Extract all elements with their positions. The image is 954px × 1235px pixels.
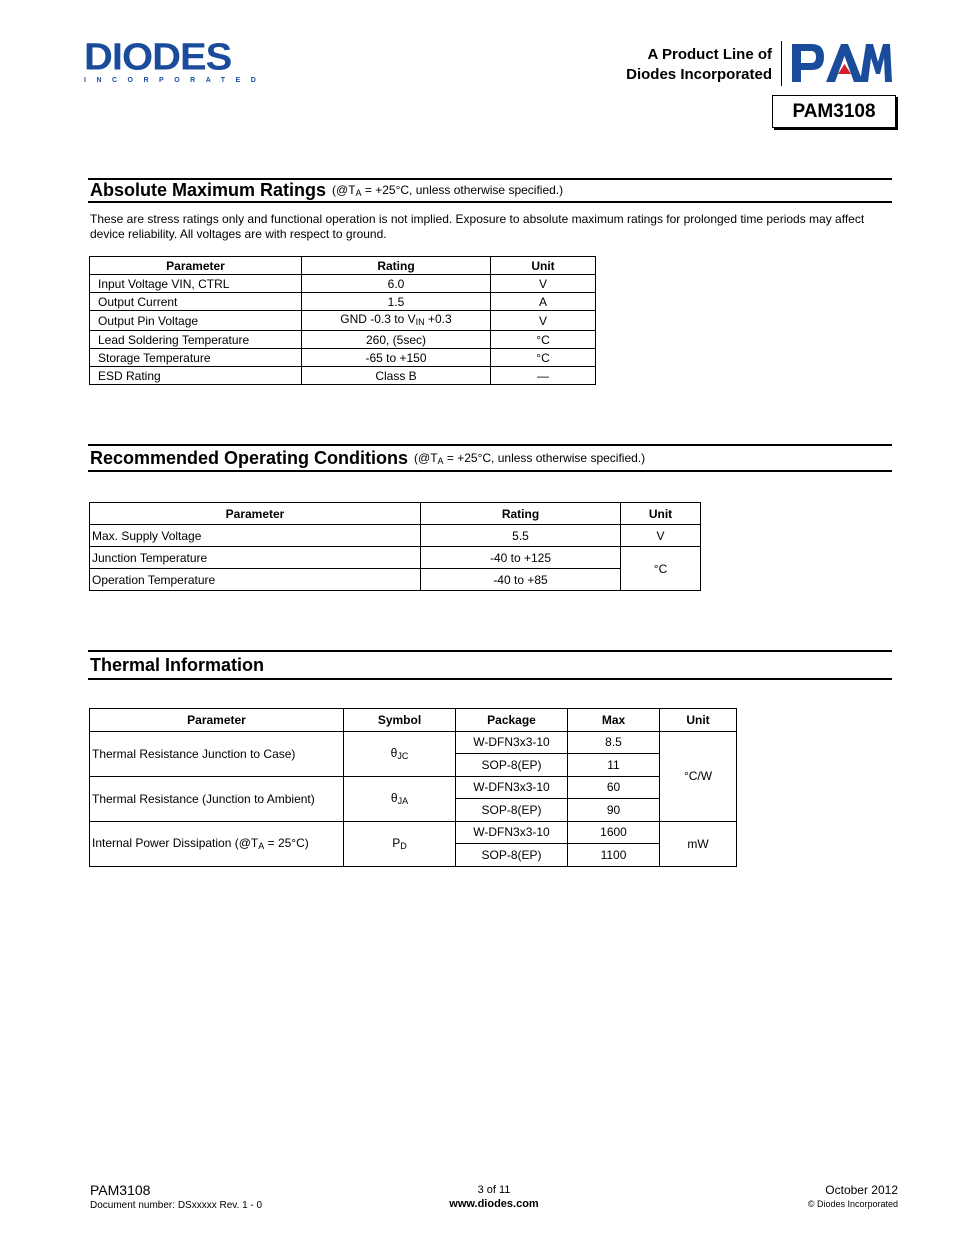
table-header-row: [90, 709, 737, 732]
section-absolute-maximum-ratings: [88, 178, 892, 203]
pam-logo: [790, 40, 892, 84]
header-parameter: Parameter: [90, 257, 302, 275]
section-title: Absolute Maximum Ratings: [90, 180, 327, 200]
stress-ratings-paragraph: These are stress ratings only and functional operation is not implied. Exposure to absolute maximum ratings for prolonged time periods may affect device reliability. All voltages are with respect to ground.: [90, 212, 865, 241]
table-header-row: [90, 503, 701, 525]
max-cell: 1600: [568, 821, 660, 844]
max-cell: 1100: [568, 844, 660, 867]
rating-cell: 260, (5sec): [302, 331, 491, 349]
table-row: [90, 776, 737, 799]
header-parameter: Parameter: [90, 709, 344, 732]
table-row: [90, 547, 701, 569]
rating-cell: 5.5: [421, 525, 621, 547]
header-unit: Unit: [621, 503, 701, 525]
table-header-row: [90, 257, 596, 275]
param-cell: Operation Temperature: [90, 569, 421, 591]
table-row: [90, 349, 596, 367]
param-cell: Storage Temperature: [90, 349, 302, 367]
unit-cell: °C/W: [660, 731, 737, 821]
table-row: [90, 569, 701, 591]
product-line-2: Diodes Incorporated: [626, 66, 772, 83]
pam-logo-text: PAM: [790, 40, 793, 41]
absolute-maximum-ratings-table: [89, 256, 596, 385]
max-cell: 90: [568, 799, 660, 822]
section-recommended-operating-conditions: [88, 444, 892, 472]
unit-cell: °C: [491, 349, 596, 367]
footer-left: [90, 1182, 262, 1211]
recommended-operating-conditions-table: [89, 502, 701, 591]
symbol-cell: $\theta_{JA}$: [344, 776, 456, 821]
rating-cell: 1.5: [302, 293, 491, 311]
section-condition: ($@T_A = +25^\circ C$, unless otherwise specified.): [414, 450, 646, 466]
param-cell: Input Voltage VIN, CTRL: [90, 275, 302, 293]
footer-part-number: PAM3108: [90, 1182, 151, 1198]
header-unit: Unit: [491, 257, 596, 275]
table-row: [90, 731, 737, 754]
header-unit: Unit: [660, 709, 737, 732]
param-cell: Lead Soldering Temperature: [90, 331, 302, 349]
section-title: Recommended Operating Conditions: [90, 447, 409, 468]
table-row: [90, 821, 737, 844]
product-line-1: A Product Line of: [647, 46, 772, 63]
param-cell: Output Pin Voltage: [90, 311, 302, 331]
param-cell: ESD Rating: [90, 367, 302, 385]
diodes-logo-subtext: INCORPORATED: [84, 77, 267, 84]
unit-cell: A: [491, 293, 596, 311]
param-cell: Max. Supply Voltage: [90, 525, 421, 547]
header-parameter: Parameter: [90, 503, 421, 525]
rating-cell: -65 to +150: [302, 349, 491, 367]
unit-cell: °C: [491, 331, 596, 349]
unit-cell: —: [491, 367, 596, 385]
max-cell: 8.5: [568, 731, 660, 754]
param-cell: Thermal Resistance (Junction to Ambient): [90, 776, 344, 821]
table-row: [90, 275, 596, 293]
footer-page-number: 3 of 11: [477, 1184, 511, 1196]
section-condition: ($@T_A = +25^\circ C$, unless otherwise specified.): [332, 183, 564, 198]
table-row: [90, 525, 701, 547]
max-cell: 11: [568, 754, 660, 777]
section-title: Thermal Information: [90, 654, 265, 675]
rating-cell: Class B: [302, 367, 491, 385]
table-row: [90, 331, 596, 349]
table-row: [90, 367, 596, 385]
table-row: [90, 293, 596, 311]
footer-document-number: Document number: DSxxxxx Rev. 1 - 0: [90, 1200, 263, 1211]
symbol-cell: $\theta_{JC}$: [344, 731, 456, 776]
param-cell: Thermal Resistance Junction to Case): [90, 731, 344, 776]
param-cell: Output Current: [90, 293, 302, 311]
unit-cell: V: [491, 311, 596, 331]
section-thermal-information: [88, 650, 892, 680]
unit-cell: °C: [621, 547, 701, 591]
package-cell: SOP-8(EP): [456, 754, 568, 777]
footer-url-link[interactable]: www.diodes.com: [449, 1198, 539, 1210]
footer-right: [808, 1183, 898, 1209]
package-cell: W-DFN3x3-10: [456, 776, 568, 799]
package-cell: SOP-8(EP): [456, 799, 568, 822]
package-cell: W-DFN3x3-10: [456, 821, 568, 844]
diodes-logo: [84, 36, 267, 84]
max-cell: 60: [568, 776, 660, 799]
footer-copyright: © Diodes Incorporated: [807, 1199, 898, 1209]
diodes-logo-text: DIODES: [84, 36, 232, 78]
param-cell: Junction Temperature: [90, 547, 421, 569]
symbol-cell: $P_D$: [344, 821, 456, 866]
table-row: [90, 311, 596, 331]
unit-cell: mW: [660, 821, 737, 866]
footer-date: October 2012: [825, 1183, 898, 1197]
rating-cell: -40 to +85: [421, 569, 621, 591]
footer-center: [394, 1183, 594, 1211]
rating-cell: -40 to +125: [421, 547, 621, 569]
unit-cell: V: [621, 525, 701, 547]
thermal-information-table: [89, 708, 737, 867]
header-separator: [781, 41, 782, 86]
header-rating: Rating: [302, 257, 491, 275]
rating-cell: GND -0.3 to $V_{IN} +0.3$: [302, 311, 491, 331]
param-cell: Internal Power Dissipation $(@T_A = 25^\circ C)$: [90, 821, 344, 866]
header-symbol: Symbol: [344, 709, 456, 732]
header-max: Max: [568, 709, 660, 732]
product-line-text: [626, 45, 772, 85]
part-number-box: PAM3108: [772, 95, 896, 128]
header-rating: Rating: [421, 503, 621, 525]
package-cell: W-DFN3x3-10: [456, 731, 568, 754]
rating-cell: 6.0: [302, 275, 491, 293]
package-cell: SOP-8(EP): [456, 844, 568, 867]
unit-cell: V: [491, 275, 596, 293]
header-package: Package: [456, 709, 568, 732]
